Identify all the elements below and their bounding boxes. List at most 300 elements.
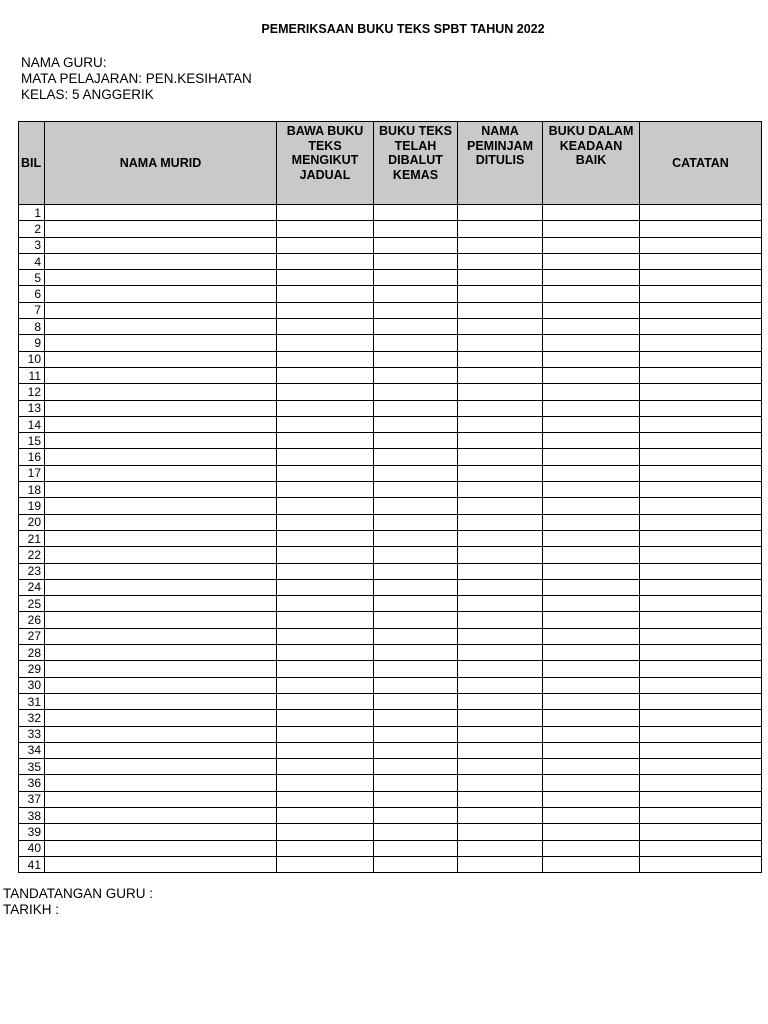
table-row (19, 840, 762, 856)
table-row (19, 693, 762, 709)
nama-peminjam-cell[interactable] (458, 416, 543, 432)
buku-dibalut-cell[interactable] (374, 726, 458, 742)
bawa-buku-cell[interactable] (277, 367, 374, 383)
buku-dibalut-cell[interactable] (374, 759, 458, 775)
keadaan-baik-cell[interactable] (543, 579, 640, 595)
bawa-buku-cell[interactable] (277, 449, 374, 465)
buku-dibalut-cell[interactable] (374, 498, 458, 514)
nama-peminjam-cell[interactable] (458, 775, 543, 791)
nama-murid-cell[interactable] (45, 433, 277, 449)
buku-dibalut-cell[interactable] (374, 482, 458, 498)
buku-dibalut-cell[interactable] (374, 645, 458, 661)
nama-murid-cell[interactable] (45, 449, 277, 465)
nama-peminjam-cell[interactable] (458, 579, 543, 595)
bawa-buku-cell[interactable] (277, 498, 374, 514)
bawa-buku-cell[interactable] (277, 579, 374, 595)
nama-peminjam-cell[interactable] (458, 677, 543, 693)
inspection-table (18, 121, 762, 873)
nama-peminjam-cell[interactable] (458, 563, 543, 579)
table-row (19, 319, 762, 335)
nama-peminjam-cell[interactable] (458, 237, 543, 253)
nama-peminjam-cell[interactable] (458, 400, 543, 416)
keadaan-baik-cell[interactable] (543, 856, 640, 872)
nama-peminjam-cell[interactable] (458, 628, 543, 644)
nama-murid-cell[interactable] (45, 856, 277, 872)
nama-peminjam-cell[interactable] (458, 530, 543, 546)
buku-dibalut-cell[interactable] (374, 253, 458, 269)
bawa-buku-cell[interactable] (277, 465, 374, 481)
nama-peminjam-cell[interactable] (458, 547, 543, 563)
bawa-buku-cell[interactable] (277, 612, 374, 628)
keadaan-baik-cell[interactable] (543, 237, 640, 253)
nama-murid-cell[interactable] (45, 840, 277, 856)
keadaan-baik-cell[interactable] (543, 367, 640, 383)
catatan-cell[interactable] (640, 449, 762, 465)
bawa-buku-cell[interactable] (277, 547, 374, 563)
catatan-cell[interactable] (640, 351, 762, 367)
table-row (19, 645, 762, 661)
table-header-row (19, 122, 762, 205)
nama-peminjam-cell[interactable] (458, 693, 543, 709)
bil-cell: 41 (19, 856, 45, 872)
bil-cell: 29 (19, 661, 45, 677)
bawa-buku-cell[interactable] (277, 221, 374, 237)
header-keadaan-baik: BUKU DALAM KEADAAN BAIK (543, 122, 640, 205)
bawa-buku-cell[interactable] (277, 400, 374, 416)
buku-dibalut-cell[interactable] (374, 824, 458, 840)
catatan-cell[interactable] (640, 286, 762, 302)
bawa-buku-cell[interactable] (277, 840, 374, 856)
catatan-cell[interactable] (640, 579, 762, 595)
keadaan-baik-cell[interactable] (543, 319, 640, 335)
catatan-cell[interactable] (640, 302, 762, 318)
nama-murid-cell[interactable] (45, 645, 277, 661)
bil-cell: 20 (19, 514, 45, 530)
buku-dibalut-cell[interactable] (374, 384, 458, 400)
buku-dibalut-cell[interactable] (374, 563, 458, 579)
bil-cell: 1 (19, 205, 45, 221)
catatan-cell[interactable] (640, 840, 762, 856)
keadaan-baik-cell[interactable] (543, 547, 640, 563)
table-row (19, 367, 762, 383)
keadaan-baik-cell[interactable] (543, 824, 640, 840)
table-row (19, 710, 762, 726)
buku-dibalut-cell[interactable] (374, 677, 458, 693)
bawa-buku-cell[interactable] (277, 563, 374, 579)
bawa-buku-cell[interactable] (277, 205, 374, 221)
catatan-cell[interactable] (640, 824, 762, 840)
buku-dibalut-cell[interactable] (374, 807, 458, 823)
nama-murid-cell[interactable] (45, 221, 277, 237)
nama-peminjam-cell[interactable] (458, 286, 543, 302)
buku-dibalut-cell[interactable] (374, 596, 458, 612)
table-row (19, 433, 762, 449)
signature-label: TANDATANGAN GURU : (3, 886, 154, 901)
nama-peminjam-cell[interactable] (458, 807, 543, 823)
bawa-buku-cell[interactable] (277, 807, 374, 823)
buku-dibalut-cell[interactable] (374, 286, 458, 302)
catatan-cell[interactable] (640, 759, 762, 775)
keadaan-baik-cell[interactable] (543, 791, 640, 807)
bil-cell: 30 (19, 677, 45, 693)
nama-peminjam-cell[interactable] (458, 384, 543, 400)
table-row (19, 286, 762, 302)
nama-peminjam-cell[interactable] (458, 710, 543, 726)
keadaan-baik-cell[interactable] (543, 563, 640, 579)
catatan-cell[interactable] (640, 270, 762, 286)
bil-cell: 23 (19, 563, 45, 579)
nama-murid-cell[interactable] (45, 416, 277, 432)
nama-murid-cell[interactable] (45, 351, 277, 367)
nama-murid-cell[interactable] (45, 693, 277, 709)
catatan-cell[interactable] (640, 612, 762, 628)
catatan-cell[interactable] (640, 775, 762, 791)
keadaan-baik-cell[interactable] (543, 726, 640, 742)
catatan-cell[interactable] (640, 253, 762, 269)
nama-murid-cell[interactable] (45, 824, 277, 840)
catatan-cell[interactable] (640, 856, 762, 872)
nama-murid-cell[interactable] (45, 661, 277, 677)
keadaan-baik-cell[interactable] (543, 693, 640, 709)
nama-peminjam-cell[interactable] (458, 482, 543, 498)
keadaan-baik-cell[interactable] (543, 449, 640, 465)
bil-cell: 2 (19, 221, 45, 237)
bil-cell: 26 (19, 612, 45, 628)
bawa-buku-cell[interactable] (277, 384, 374, 400)
nama-murid-cell[interactable] (45, 384, 277, 400)
buku-dibalut-cell[interactable] (374, 742, 458, 758)
catatan-cell[interactable] (640, 221, 762, 237)
nama-peminjam-cell[interactable] (458, 498, 543, 514)
nama-murid-cell[interactable] (45, 612, 277, 628)
nama-murid-cell[interactable] (45, 710, 277, 726)
catatan-cell[interactable] (640, 710, 762, 726)
catatan-cell[interactable] (640, 726, 762, 742)
nama-peminjam-cell[interactable] (458, 645, 543, 661)
bawa-buku-cell[interactable] (277, 416, 374, 432)
bawa-buku-cell[interactable] (277, 253, 374, 269)
bawa-buku-cell[interactable] (277, 677, 374, 693)
table-row (19, 579, 762, 595)
keadaan-baik-cell[interactable] (543, 645, 640, 661)
bawa-buku-cell[interactable] (277, 693, 374, 709)
buku-dibalut-cell[interactable] (374, 840, 458, 856)
table-row (19, 237, 762, 253)
catatan-cell[interactable] (640, 807, 762, 823)
bawa-buku-cell[interactable] (277, 759, 374, 775)
bawa-buku-cell[interactable] (277, 286, 374, 302)
nama-murid-cell[interactable] (45, 514, 277, 530)
bawa-buku-cell[interactable] (277, 514, 374, 530)
keadaan-baik-cell[interactable] (543, 514, 640, 530)
catatan-cell[interactable] (640, 677, 762, 693)
bawa-buku-cell[interactable] (277, 237, 374, 253)
table-row (19, 856, 762, 872)
table-row (19, 384, 762, 400)
catatan-cell[interactable] (640, 514, 762, 530)
nama-peminjam-cell[interactable] (458, 335, 543, 351)
nama-peminjam-cell[interactable] (458, 840, 543, 856)
catatan-cell[interactable] (640, 628, 762, 644)
buku-dibalut-cell[interactable] (374, 400, 458, 416)
nama-murid-cell[interactable] (45, 530, 277, 546)
nama-peminjam-cell[interactable] (458, 759, 543, 775)
table-row (19, 449, 762, 465)
date-label: TARIKH : (3, 902, 60, 917)
keadaan-baik-cell[interactable] (543, 710, 640, 726)
table-row (19, 547, 762, 563)
buku-dibalut-cell[interactable] (374, 319, 458, 335)
nama-murid-cell[interactable] (45, 759, 277, 775)
nama-murid-cell[interactable] (45, 563, 277, 579)
catatan-cell[interactable] (640, 384, 762, 400)
catatan-cell[interactable] (640, 530, 762, 546)
nama-peminjam-cell[interactable] (458, 791, 543, 807)
page-title: PEMERIKSAAN BUKU TEKS SPBT TAHUN 2022 (261, 22, 545, 36)
nama-peminjam-cell[interactable] (458, 221, 543, 237)
catatan-cell[interactable] (640, 237, 762, 253)
bil-cell: 8 (19, 319, 45, 335)
keadaan-baik-cell[interactable] (543, 530, 640, 546)
keadaan-baik-cell[interactable] (543, 677, 640, 693)
buku-dibalut-cell[interactable] (374, 433, 458, 449)
catatan-cell[interactable] (640, 205, 762, 221)
nama-murid-cell[interactable] (45, 270, 277, 286)
keadaan-baik-cell[interactable] (543, 807, 640, 823)
buku-dibalut-cell[interactable] (374, 530, 458, 546)
table-row (19, 400, 762, 416)
catatan-cell[interactable] (640, 367, 762, 383)
nama-peminjam-cell[interactable] (458, 465, 543, 481)
nama-murid-cell[interactable] (45, 237, 277, 253)
keadaan-baik-cell[interactable] (543, 465, 640, 481)
catatan-cell[interactable] (640, 693, 762, 709)
nama-peminjam-cell[interactable] (458, 726, 543, 742)
keadaan-baik-cell[interactable] (543, 384, 640, 400)
table-row (19, 482, 762, 498)
header-bawa-buku: BAWA BUKU TEKS MENGIKUT JADUAL (277, 122, 374, 205)
nama-murid-cell[interactable] (45, 726, 277, 742)
footer-block (3, 886, 153, 918)
catatan-cell[interactable] (640, 596, 762, 612)
bawa-buku-cell[interactable] (277, 433, 374, 449)
nama-peminjam-cell[interactable] (458, 302, 543, 318)
nama-peminjam-cell[interactable] (458, 367, 543, 383)
bil-cell: 11 (19, 367, 45, 383)
keadaan-baik-cell[interactable] (543, 482, 640, 498)
buku-dibalut-cell[interactable] (374, 775, 458, 791)
nama-murid-cell[interactable] (45, 579, 277, 595)
nama-peminjam-cell[interactable] (458, 742, 543, 758)
keadaan-baik-cell[interactable] (543, 742, 640, 758)
nama-peminjam-cell[interactable] (458, 319, 543, 335)
catatan-cell[interactable] (640, 498, 762, 514)
buku-dibalut-cell[interactable] (374, 710, 458, 726)
nama-murid-cell[interactable] (45, 482, 277, 498)
keadaan-baik-cell[interactable] (543, 286, 640, 302)
bawa-buku-cell[interactable] (277, 302, 374, 318)
catatan-cell[interactable] (640, 335, 762, 351)
bawa-buku-cell[interactable] (277, 645, 374, 661)
nama-murid-cell[interactable] (45, 677, 277, 693)
keadaan-baik-cell[interactable] (543, 498, 640, 514)
bil-cell: 34 (19, 742, 45, 758)
nama-murid-cell[interactable] (45, 367, 277, 383)
nama-peminjam-cell[interactable] (458, 449, 543, 465)
buku-dibalut-cell[interactable] (374, 367, 458, 383)
keadaan-baik-cell[interactable] (543, 628, 640, 644)
buku-dibalut-cell[interactable] (374, 856, 458, 872)
bil-cell: 38 (19, 807, 45, 823)
bawa-buku-cell[interactable] (277, 482, 374, 498)
keadaan-baik-cell[interactable] (543, 433, 640, 449)
catatan-cell[interactable] (640, 563, 762, 579)
bawa-buku-cell[interactable] (277, 319, 374, 335)
buku-dibalut-cell[interactable] (374, 351, 458, 367)
nama-peminjam-cell[interactable] (458, 433, 543, 449)
bawa-buku-cell[interactable] (277, 628, 374, 644)
table-row (19, 498, 762, 514)
nama-peminjam-cell[interactable] (458, 205, 543, 221)
buku-dibalut-cell[interactable] (374, 628, 458, 644)
keadaan-baik-cell[interactable] (543, 221, 640, 237)
buku-dibalut-cell[interactable] (374, 221, 458, 237)
keadaan-baik-cell[interactable] (543, 612, 640, 628)
nama-murid-cell[interactable] (45, 465, 277, 481)
buku-dibalut-cell[interactable] (374, 693, 458, 709)
bil-cell: 14 (19, 416, 45, 432)
buku-dibalut-cell[interactable] (374, 612, 458, 628)
header-buku-dibalut: BUKU TEKS TELAH DIBALUT KEMAS (374, 122, 458, 205)
keadaan-baik-cell[interactable] (543, 759, 640, 775)
bawa-buku-cell[interactable] (277, 791, 374, 807)
buku-dibalut-cell[interactable] (374, 791, 458, 807)
keadaan-baik-cell[interactable] (543, 253, 640, 269)
bawa-buku-cell[interactable] (277, 661, 374, 677)
nama-murid-cell[interactable] (45, 205, 277, 221)
keadaan-baik-cell[interactable] (543, 302, 640, 318)
header-nama-murid: NAMA MURID (45, 122, 277, 205)
bawa-buku-cell[interactable] (277, 856, 374, 872)
table-row (19, 807, 762, 823)
bil-cell: 37 (19, 791, 45, 807)
nama-murid-cell[interactable] (45, 775, 277, 791)
keadaan-baik-cell[interactable] (543, 840, 640, 856)
nama-murid-cell[interactable] (45, 302, 277, 318)
buku-dibalut-cell[interactable] (374, 465, 458, 481)
catatan-cell[interactable] (640, 645, 762, 661)
bawa-buku-cell[interactable] (277, 824, 374, 840)
nama-peminjam-cell[interactable] (458, 661, 543, 677)
nama-murid-cell[interactable] (45, 319, 277, 335)
buku-dibalut-cell[interactable] (374, 514, 458, 530)
bawa-buku-cell[interactable] (277, 351, 374, 367)
table-row (19, 791, 762, 807)
nama-peminjam-cell[interactable] (458, 514, 543, 530)
buku-dibalut-cell[interactable] (374, 661, 458, 677)
buku-dibalut-cell[interactable] (374, 335, 458, 351)
catatan-cell[interactable] (640, 661, 762, 677)
bil-cell: 33 (19, 726, 45, 742)
bawa-buku-cell[interactable] (277, 596, 374, 612)
bawa-buku-cell[interactable] (277, 270, 374, 286)
nama-murid-cell[interactable] (45, 596, 277, 612)
buku-dibalut-cell[interactable] (374, 270, 458, 286)
nama-murid-cell[interactable] (45, 547, 277, 563)
keadaan-baik-cell[interactable] (543, 270, 640, 286)
table-row (19, 726, 762, 742)
bawa-buku-cell[interactable] (277, 710, 374, 726)
nama-peminjam-cell[interactable] (458, 824, 543, 840)
keadaan-baik-cell[interactable] (543, 661, 640, 677)
catatan-cell[interactable] (640, 400, 762, 416)
nama-peminjam-cell[interactable] (458, 253, 543, 269)
class-label: KELAS: 5 ANGGERIK (21, 87, 154, 102)
bil-cell: 16 (19, 449, 45, 465)
keadaan-baik-cell[interactable] (543, 335, 640, 351)
catatan-cell[interactable] (640, 547, 762, 563)
catatan-cell[interactable] (640, 742, 762, 758)
buku-dibalut-cell[interactable] (374, 547, 458, 563)
nama-peminjam-cell[interactable] (458, 856, 543, 872)
bil-cell: 10 (19, 351, 45, 367)
bil-cell: 12 (19, 384, 45, 400)
keadaan-baik-cell[interactable] (543, 400, 640, 416)
nama-murid-cell[interactable] (45, 498, 277, 514)
table-row (19, 302, 762, 318)
catatan-cell[interactable] (640, 482, 762, 498)
catatan-cell[interactable] (640, 433, 762, 449)
nama-murid-cell[interactable] (45, 253, 277, 269)
table-row (19, 514, 762, 530)
nama-murid-cell[interactable] (45, 742, 277, 758)
nama-peminjam-cell[interactable] (458, 612, 543, 628)
bawa-buku-cell[interactable] (277, 726, 374, 742)
buku-dibalut-cell[interactable] (374, 416, 458, 432)
nama-peminjam-cell[interactable] (458, 351, 543, 367)
bawa-buku-cell[interactable] (277, 335, 374, 351)
catatan-cell[interactable] (640, 319, 762, 335)
nama-murid-cell[interactable] (45, 335, 277, 351)
nama-peminjam-cell[interactable] (458, 596, 543, 612)
buku-dibalut-cell[interactable] (374, 237, 458, 253)
nama-murid-cell[interactable] (45, 400, 277, 416)
catatan-cell[interactable] (640, 465, 762, 481)
bil-cell: 39 (19, 824, 45, 840)
bawa-buku-cell[interactable] (277, 775, 374, 791)
nama-peminjam-cell[interactable] (458, 270, 543, 286)
keadaan-baik-cell[interactable] (543, 775, 640, 791)
keadaan-baik-cell[interactable] (543, 596, 640, 612)
bil-cell: 31 (19, 693, 45, 709)
bawa-buku-cell[interactable] (277, 530, 374, 546)
catatan-cell[interactable] (640, 791, 762, 807)
keadaan-baik-cell[interactable] (543, 205, 640, 221)
nama-murid-cell[interactable] (45, 807, 277, 823)
keadaan-baik-cell[interactable] (543, 351, 640, 367)
table-row (19, 596, 762, 612)
nama-murid-cell[interactable] (45, 791, 277, 807)
nama-murid-cell[interactable] (45, 628, 277, 644)
buku-dibalut-cell[interactable] (374, 205, 458, 221)
buku-dibalut-cell[interactable] (374, 579, 458, 595)
catatan-cell[interactable] (640, 416, 762, 432)
keadaan-baik-cell[interactable] (543, 416, 640, 432)
buku-dibalut-cell[interactable] (374, 302, 458, 318)
bawa-buku-cell[interactable] (277, 742, 374, 758)
nama-murid-cell[interactable] (45, 286, 277, 302)
buku-dibalut-cell[interactable] (374, 449, 458, 465)
